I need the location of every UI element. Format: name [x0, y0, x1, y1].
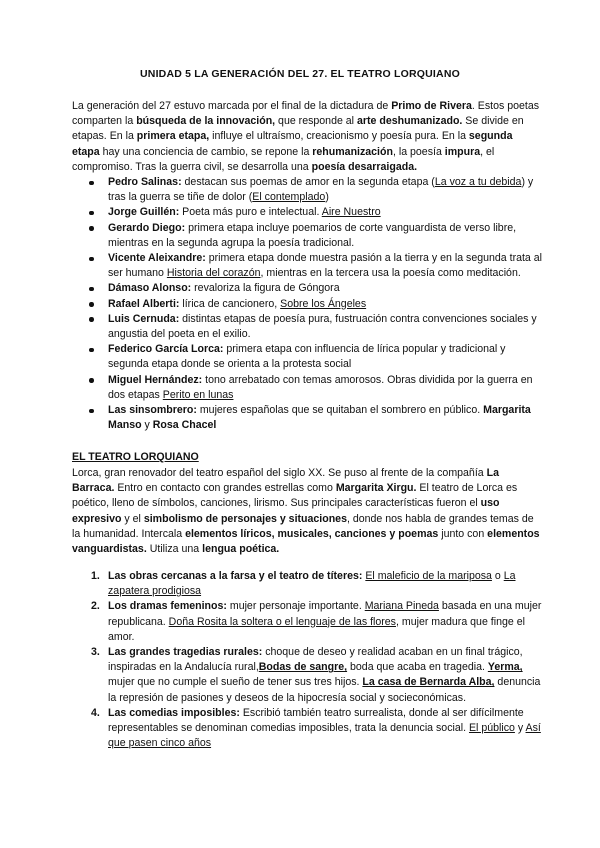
- author-name: Vicente Aleixandre:: [108, 252, 206, 265]
- bold-run: simbolismo de personajes y situaciones: [143, 512, 347, 525]
- work-title: Bodas de sangre,: [258, 661, 348, 674]
- bold-run: arte deshumanizado.: [356, 115, 463, 128]
- author-name: Rafael Alberti:: [108, 297, 180, 310]
- category-name: Los dramas femeninos:: [108, 600, 227, 613]
- list-item: Jorge Guillén: Poeta más puro e intelectual. Aire Nuestro: [72, 205, 542, 220]
- list-item: 3. Las grandes tragedias rurales: choque de deseo y realidad acaban en un final trágico, inspiradas en la Andalucía rural,Bodas de sangre, boda que acaba en tragedia. Yerma, mujer que no cumple el sueño de tener sus tres hijos. La casa de Bernarda Alba, denuncia la represión de pasiones y deseos de la hipocresía social y socieconómicas.: [91, 646, 541, 704]
- text-run: . Estos poetas comparten la: [72, 100, 540, 128]
- authors-list: [72, 175, 542, 433]
- author-name: Dámaso Alonso:: [108, 282, 192, 295]
- list-item: Pedro Salinas: destacan sus poemas de amor en la segunda etapa (La voz a tu debida) y tras la guerra se tiñe de dolor (El contemplado): [72, 175, 542, 205]
- bold-run: poesía desarraigada.: [311, 160, 418, 173]
- list-item: Las sinsombrero: mujeres españolas que se quitaban el sombrero en público. Margarita Manso y Rosa Chacel: [72, 403, 542, 433]
- list-item: Vicente Aleixandre: primera etapa donde muestra pasión a la tierra y en la segunda trata al ser humano Historia del corazón, mientras en la tercera usa la poesía como meditación.: [72, 251, 542, 281]
- work-title: Historia del corazón: [166, 267, 261, 280]
- category-name: Las obras cercanas a la farsa y el teatro de títeres:: [108, 570, 363, 582]
- work-title: El público: [468, 722, 515, 735]
- work-title: La zapatera prodigiosa: [108, 570, 516, 598]
- list-item: 4. Las comedias imposibles: Escribió también teatro surrealista, donde al ser difícilmente representables se denominan comedias imposibles, trata la denuncia social. El público y Así que pasen cinco años: [91, 706, 541, 750]
- page-title: UNIDAD 5 LA GENERACIÓN DEL 27. EL TEATRO LORQUIANO: [140, 68, 460, 80]
- work-title: Sobre los Ángeles: [280, 297, 367, 310]
- bold-run: rehumanización: [312, 145, 393, 158]
- obras-list: [72, 569, 542, 751]
- bold-run: Margarita Manso: [108, 404, 531, 432]
- list-number: 4.: [91, 706, 100, 719]
- text-run: Se divide en etapas. En la: [72, 115, 524, 143]
- intro-paragraph: [72, 99, 542, 175]
- list-item: 2. Los dramas femeninos: mujer personaje importante. Mariana Pineda basada en una mujer republicana. Doña Rosita la soltera o el lenguaje de las flores, mujer madura que finge el amor.: [91, 600, 542, 643]
- list-item: Luis Cernuda: distintas etapas de poesía pura, fustruación contra convenciones sociales y angustia del poeta en el exilio.: [72, 312, 542, 342]
- text-run: La generación del 27 estuvo marcada por el final de la dictadura de: [72, 100, 392, 112]
- bold-run: elementos líricos, musicales, canciones y poemas: [185, 527, 439, 540]
- bold-run: segunda etapa: [72, 130, 513, 158]
- bold-run: lengua poética.: [202, 543, 280, 556]
- teatro-paragraph: Lorca, gran renovador del teatro español del siglo XX. Se puso al frente de la compañía La Barraca. Entro en contacto con grandes estrellas como Margarita Xirgu. El teatro de Lorca es poético, lleno de símbolos, canciones, lirismo. Sus principales características fueron el uso expresivo y el simbolismo de personajes y situaciones, donde nos habla de grandes temas de la humanidad. Intercala elementos líricos, musicales, canciones y poemas junto con elementos vanguardistas. Utiliza una lengua poética.: [72, 467, 540, 556]
- work-title: La casa de Bernarda Alba,: [362, 676, 495, 689]
- author-name: Gerardo Diego:: [108, 221, 186, 234]
- list-number: 1.: [91, 570, 100, 582]
- bold-run: búsqueda de la innovación,: [136, 115, 276, 128]
- work-title: Mariana Pineda: [364, 600, 439, 613]
- list-number: 2.: [91, 600, 100, 613]
- text-run: , la poesía: [392, 145, 445, 158]
- bold-run: Rosa Chacel: [152, 419, 217, 432]
- bold-run: Margarita Xirgu.: [335, 482, 417, 495]
- bold-run: La Barraca.: [72, 467, 499, 495]
- work-title: Aire Nuestro: [321, 206, 381, 219]
- bold-run: elementos vanguardistas.: [72, 527, 540, 556]
- text-run: , el compromiso. Tras la guerra civil, se desarrolla una: [72, 145, 495, 173]
- work-title: Así que pasen cinco años: [108, 722, 541, 750]
- list-item: 1. Las obras cercanas a la farsa y el teatro de títeres: El maleficio de la mariposa o La zapatera prodigiosa: [91, 570, 516, 598]
- list-number: 3.: [91, 646, 100, 659]
- work-title: La voz a tu debida: [434, 176, 522, 188]
- work-title: Yerma,: [487, 661, 523, 674]
- bold-run: uso expresivo: [72, 497, 500, 525]
- category-name: Las grandes tragedias rurales:: [108, 646, 263, 659]
- work-title: El maleficio de la mariposa: [365, 570, 492, 582]
- list-item: Dámaso Alonso: revaloriza la figura de Góngora: [72, 281, 542, 296]
- work-title: Doña Rosita la soltera o el lenguaje de las flores: [168, 615, 396, 628]
- bold-run: Primo de Rivera: [391, 100, 472, 112]
- author-name: Federico García Lorca:: [108, 343, 224, 356]
- list-item: Gerardo Diego: primera etapa incluye poemarios de corte vanguardista de verso libre, mientras en la segunda agrupa la poesía tradicional.: [72, 221, 542, 251]
- author-name: Miguel Hernández:: [108, 373, 203, 386]
- text-run: influye el ultraísmo, creacionismo y poesía pura. En la: [209, 130, 469, 143]
- work-title: El contemplado: [252, 191, 326, 204]
- bold-run: impura: [444, 145, 481, 158]
- list-item: Miguel Hernández: tono arrebatado con temas amorosos. Obras dividida por la guerra en dos etapas Perito en lunas: [72, 373, 542, 403]
- text-run: hay una conciencia de cambio, se repone la: [99, 145, 313, 158]
- work-title: Perito en lunas: [162, 388, 234, 401]
- list-item: Rafael Alberti: lírica de cancionero, Sobre los Ángeles: [72, 297, 542, 312]
- list-item: Federico García Lorca: primera etapa con influencia de lírica popular y tradicional y segunda etapa donde se orienta a la protesta social: [72, 342, 542, 372]
- author-name: Pedro Salinas:: [108, 176, 182, 188]
- author-name: Jorge Guillén:: [108, 206, 180, 219]
- text-run: que responde al: [275, 115, 357, 128]
- bold-run: primera etapa,: [136, 130, 210, 143]
- section-heading: EL TEATRO LORQUIANO: [72, 451, 199, 463]
- author-name: Luis Cernuda:: [108, 312, 180, 325]
- author-name: Las sinsombrero:: [108, 404, 197, 417]
- category-name: Las comedias imposibles:: [108, 706, 240, 719]
